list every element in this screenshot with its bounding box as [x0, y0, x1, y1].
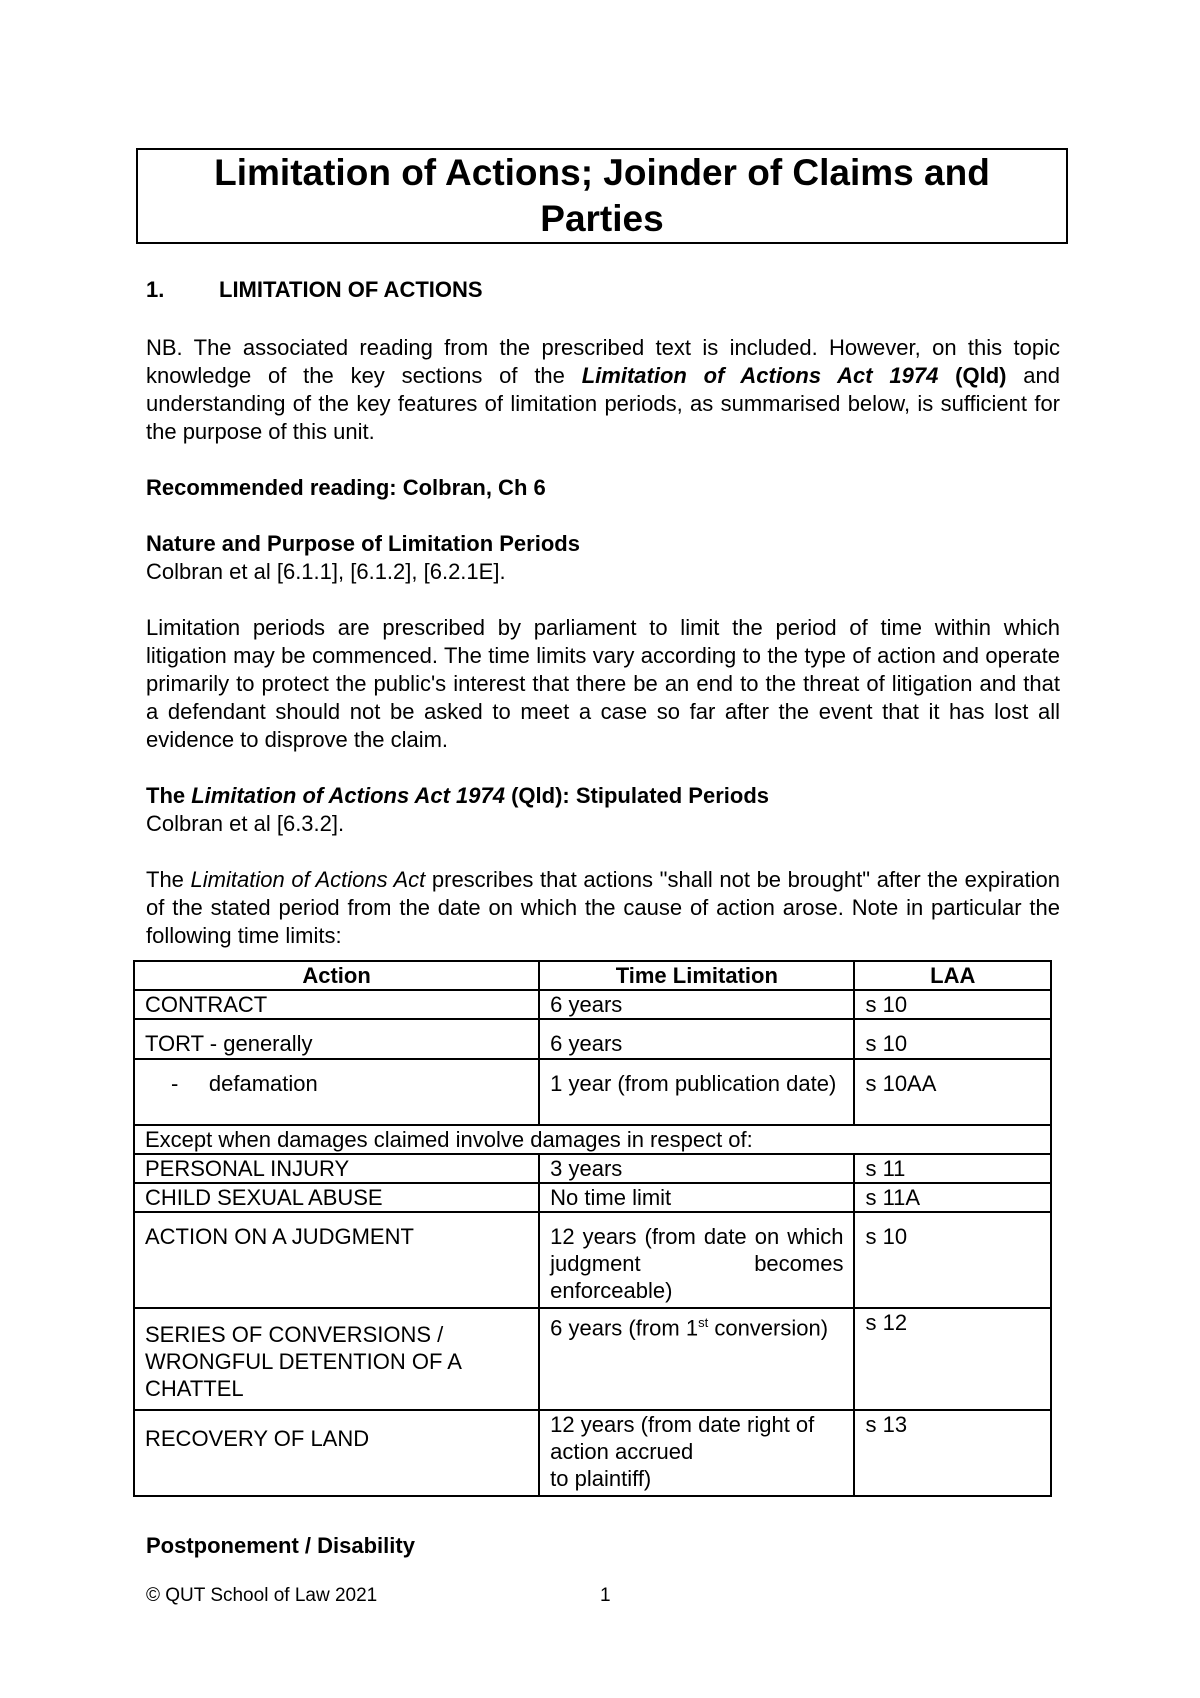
header-time-limitation: Time Limitation: [539, 961, 854, 990]
cell-laa: s 12: [854, 1308, 1051, 1410]
cell-time: [539, 1410, 854, 1496]
cell-action: SERIES OF CONVERSIONS / WRONGFUL DETENTION OF A CHATTEL: [134, 1308, 539, 1410]
cell-laa: s 10AA: [854, 1059, 1051, 1125]
stipulated-ref: Colbran et al [6.3.2].: [146, 811, 345, 836]
footer-page-number: 1: [600, 1585, 611, 1606]
cell-laa: s 10: [854, 1212, 1051, 1308]
header-laa: LAA: [854, 961, 1051, 990]
stipulated-heading-pre: The: [146, 783, 192, 808]
cell-laa: s 10: [854, 990, 1051, 1019]
table-row: [134, 1019, 1051, 1059]
stipulated-heading-post: (Qld): Stipulated Periods: [504, 783, 769, 808]
postponement-heading: Postponement / Disability: [146, 1533, 415, 1558]
cell-action: CHILD SEXUAL ABUSE: [134, 1183, 539, 1212]
table-row: [134, 1154, 1051, 1183]
table-row: [134, 990, 1051, 1019]
stipulated-body-post: prescribes that actions "shall not be brought" after the expiration of the stated period from the date on which the cause of action arose. Note in particular the following time limits:: [146, 867, 1060, 948]
footer-copyright: © QUT School of Law 2021: [146, 1585, 378, 1606]
cell-time: 6 years: [539, 1019, 854, 1059]
cell-action: RECOVERY OF LAND: [134, 1410, 539, 1496]
nb-act-name: Limitation of Actions Act 1974: [581, 363, 939, 388]
table-row: [134, 1059, 1051, 1125]
cell-action: TORT - generally: [134, 1019, 539, 1059]
cell-laa: s 10: [854, 1019, 1051, 1059]
stipulated-body: [146, 866, 1060, 950]
table-row: [134, 1183, 1051, 1212]
header-action: Action: [134, 961, 539, 990]
cell-time-sup: st: [698, 1315, 709, 1330]
cell-time-line2: to plaintiff): [550, 1466, 652, 1491]
nature-ref: Colbran et al [6.1.1], [6.1.2], [6.2.1E].: [146, 559, 506, 584]
table-row: [134, 1125, 1051, 1154]
cell-time: 3 years: [539, 1154, 854, 1183]
cell-time: 6 years: [539, 990, 854, 1019]
section-heading: [146, 277, 483, 303]
cell-time-line1: 12 years (from date right of action accrued: [550, 1412, 815, 1464]
cell-laa: s 11: [854, 1154, 1051, 1183]
nb-intro: NB. The associated reading from the prescribed text is included. However, on this topic knowledge of the key sections of the: [146, 335, 1060, 388]
cell-action: - defamation: [134, 1059, 539, 1125]
cell-action: CONTRACT: [134, 990, 539, 1019]
table-row: [134, 1212, 1051, 1308]
cell-time-pre: 6 years (from 1: [550, 1315, 699, 1341]
cell-time: [539, 1308, 854, 1410]
nb-paragraph: [146, 334, 1060, 446]
section-title: LIMITATION OF ACTIONS: [219, 277, 483, 302]
stipulated-body-act: Limitation of Actions Act: [190, 867, 426, 892]
nb-qld: (Qld): [955, 363, 1007, 388]
stipulated-heading: [146, 782, 1060, 810]
page-title: Limitation of Actions; Joinder of Claims and Parties: [136, 148, 1068, 244]
cell-laa: s 11A: [854, 1183, 1051, 1212]
limitation-table: [133, 960, 1052, 1497]
section-number: 1.: [146, 277, 165, 302]
nb-rest: and understanding of the key features of limitation periods, as summarised below, is sufficient for the purpose of this unit.: [146, 363, 1060, 444]
cell-laa: s 13: [854, 1410, 1051, 1496]
recommended-reading: Recommended reading: Colbran, Ch 6: [146, 475, 546, 500]
cell-span: Except when damages claimed involve damages in respect of:: [134, 1125, 1051, 1154]
cell-time: 1 year (from publication date): [539, 1059, 854, 1125]
stipulated-heading-act: Limitation of Actions Act 1974: [191, 783, 505, 808]
cell-time: 12 years (from date on which judgment becomes enforceable): [539, 1212, 854, 1308]
table-row: [134, 1410, 1051, 1496]
cell-time: No time limit: [539, 1183, 854, 1212]
table-row: [134, 1308, 1051, 1410]
stipulated-body-pre: The: [146, 867, 191, 892]
nature-body: Limitation periods are prescribed by parliament to limit the period of time within which litigation may be commenced. The time limits vary according to the type of action and operate primarily to protect the public's interest that there be an end to the threat of litigation and that a defendant should not be asked to meet a case so far after the event that it has lost all evidence to disprove the claim.: [146, 615, 1060, 752]
cell-time-post: conversion): [708, 1315, 829, 1341]
nature-heading: Nature and Purpose of Limitation Periods: [146, 531, 580, 556]
cell-action: ACTION ON A JUDGMENT: [134, 1212, 539, 1308]
cell-action: PERSONAL INJURY: [134, 1154, 539, 1183]
table-header-row: [134, 961, 1051, 990]
